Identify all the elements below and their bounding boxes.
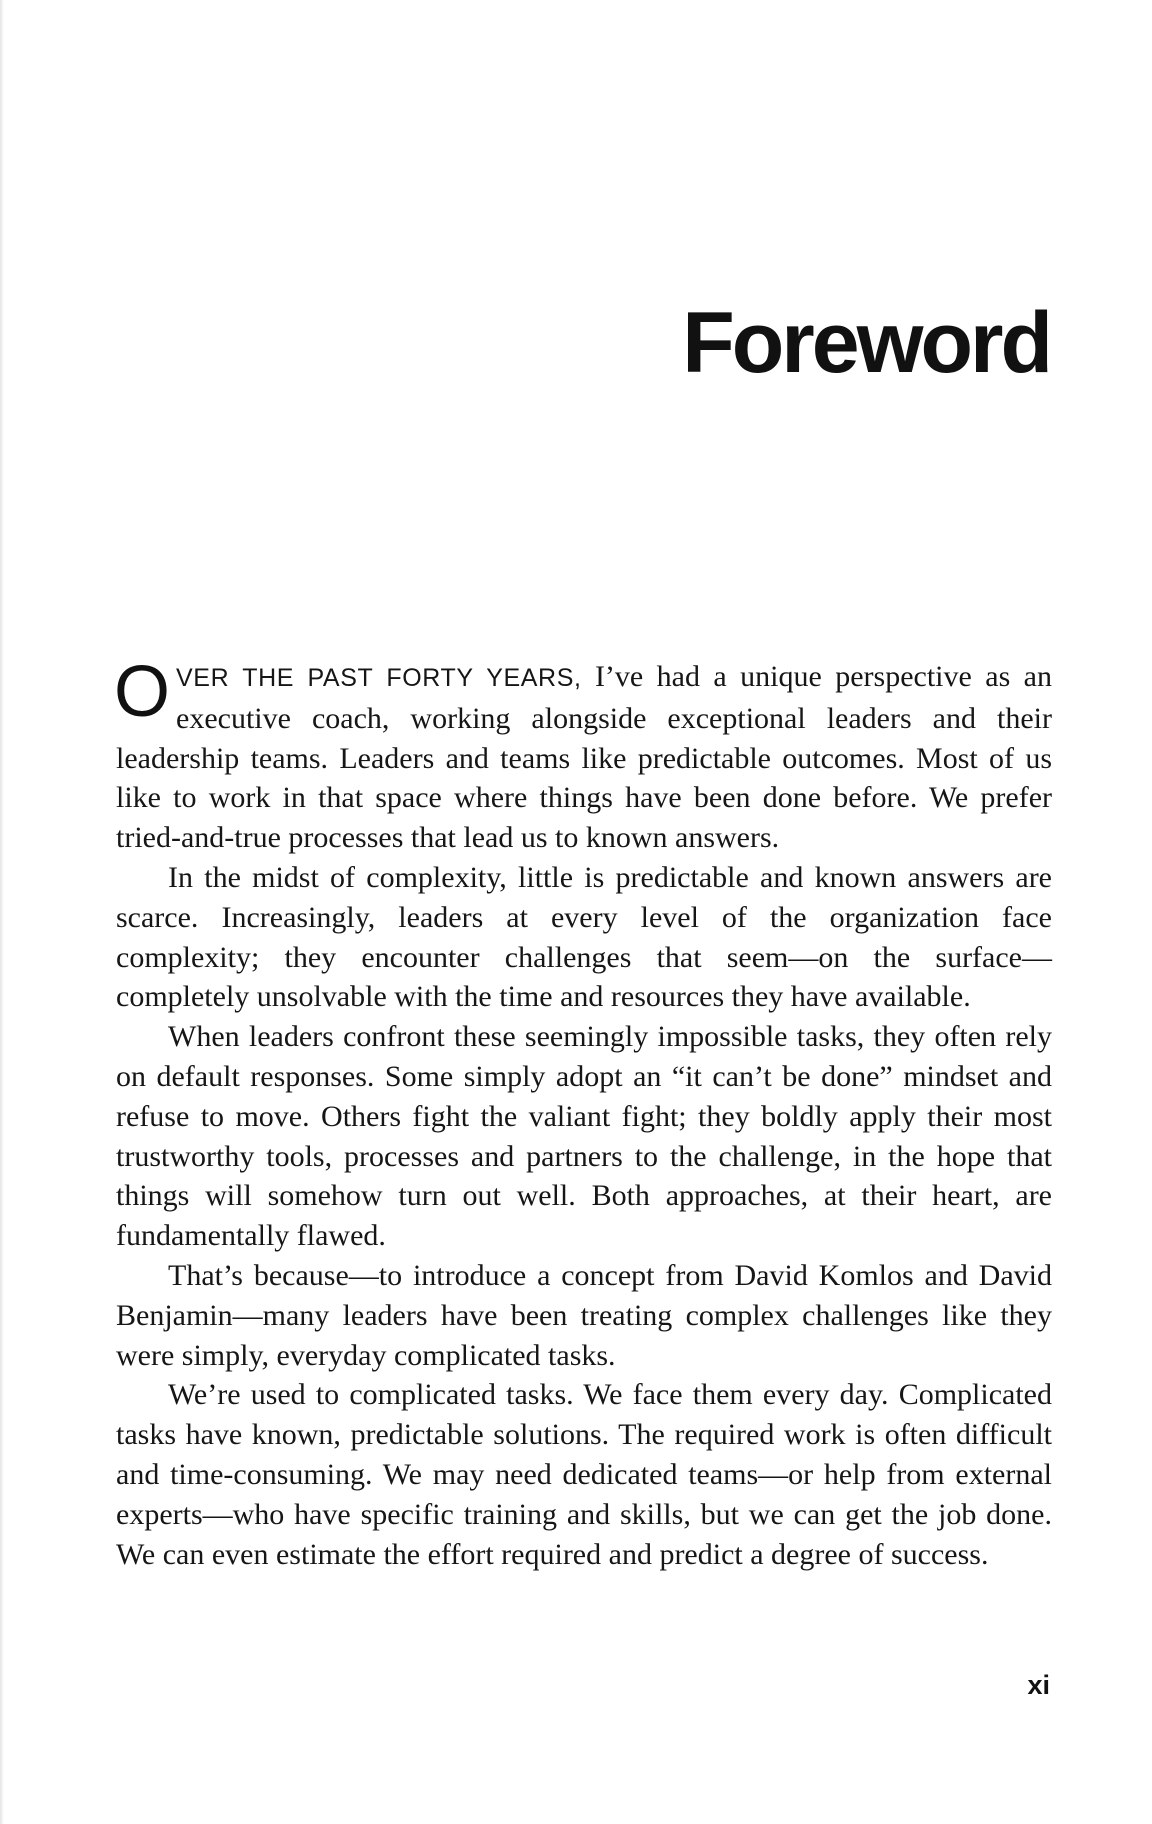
page-number: xi xyxy=(1027,1670,1050,1700)
body-text xyxy=(114,652,1052,1574)
paragraph-2: In the midst of complexity, little is predictable and known answers are scarce. Increasingly, leaders at every level of the organization face complexity; they encounter challenges that seem—on the surface—completely unsolvable with the time and resources they have available. xyxy=(116,860,1052,1014)
paragraph-4: That’s because—to introduce a concept from David Komlos and David Benjamin—many leaders have been treating complex challenges like they were simply, everyday complicated tasks. xyxy=(116,1258,1052,1372)
paragraph-1-text: I’ve had a unique perspective as an executive coach, working alongside exceptional leaders and their leadership teams. Leaders and teams like predictable outcomes. Most of us like to work in that space where things have been done before. We prefer tried-and-true processes that lead us to known answers. xyxy=(116,660,1052,855)
chapter-title: Foreword xyxy=(682,295,1050,391)
page-edge-shadow xyxy=(0,0,4,1824)
paragraph-5: We’re used to complicated tasks. We face them every day. Complicated tasks have known, predictable solutions. The required work is often difficult and time-consuming. We may need dedicated teams—or help from external experts—who have specific training and skills, but we can get the job done. We can even estimate the effort required and predict a degree of success. xyxy=(116,1378,1052,1571)
paragraph-1 xyxy=(114,652,1052,858)
paragraph-3: When leaders confront these seemingly impossible tasks, they often rely on default responses. Some simply adopt an “it can’t be done” mindset and refuse to move. Others fight the valiant fight; they boldly apply their most trustworthy tools, processes and partners to the challenge, in the hope that things will somehow turn out well. Both approaches, at their heart, are fundamentally flawed. xyxy=(116,1020,1052,1253)
drop-cap: O xyxy=(114,652,171,732)
lead-in-small-caps: VER THE PAST FORTY YEARS, xyxy=(176,664,582,692)
